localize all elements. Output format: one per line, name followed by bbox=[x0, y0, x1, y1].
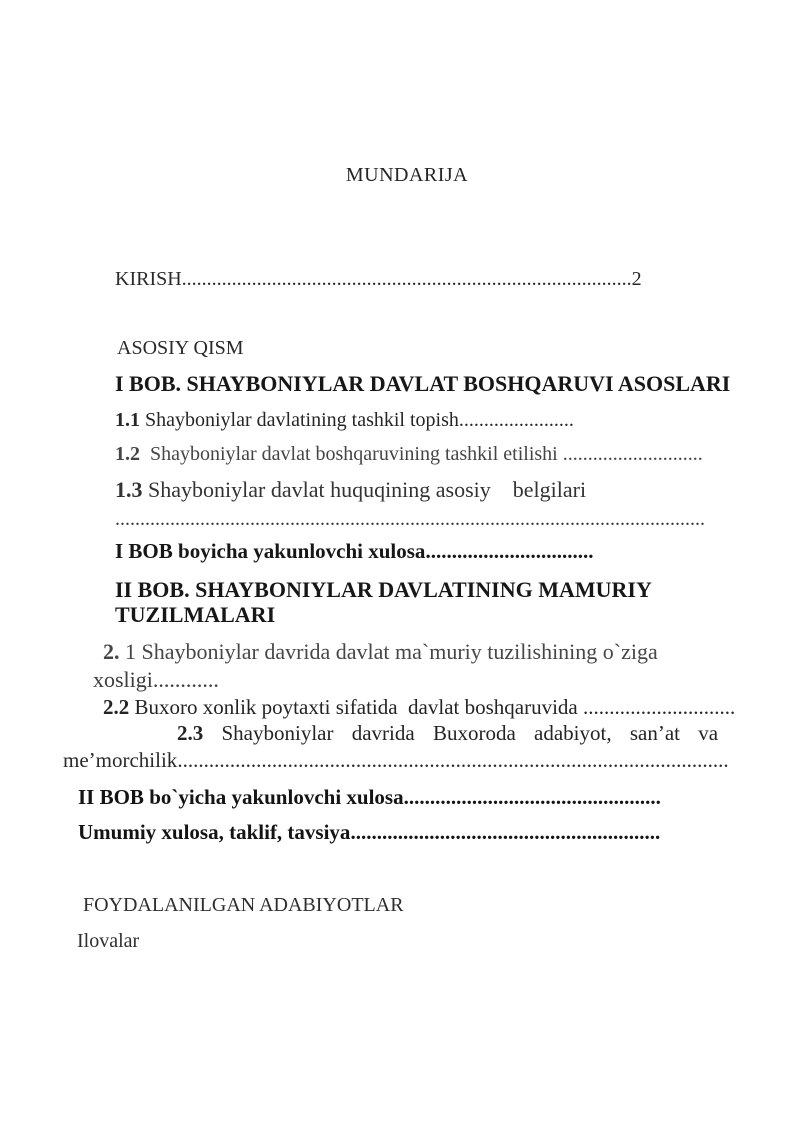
entry-text: 1 Shayboniylar davrida davlat ma`muriy tuzilishining o`ziga bbox=[119, 639, 658, 665]
entry-number: 2.3 bbox=[177, 721, 204, 746]
entry-text: Umumiy xulosa, taklif, tavsiya bbox=[78, 820, 351, 845]
chapter2-heading bbox=[115, 577, 800, 628]
toc-title: MUNDARIJA bbox=[345, 164, 469, 186]
chapter2-summary-entry bbox=[78, 785, 800, 809]
toc-entry-1-3 bbox=[115, 477, 800, 502]
entry-number: 2. bbox=[103, 639, 120, 665]
entry-text: xosligi bbox=[93, 666, 153, 692]
attachments-label: Ilovalar bbox=[77, 929, 140, 952]
entry-text: II BOB bo`yicha yakunlovchi xulosa bbox=[78, 785, 404, 810]
page-number: 2 bbox=[631, 268, 642, 290]
entry-text: Buxoro xonlik poytaxti sifatida davlat boshqaruvida bbox=[129, 694, 584, 719]
section-label-asosiy-qism: ASOSIY QISM bbox=[117, 337, 244, 359]
entry-text: Shayboniylar davrida Buxoroda adabiyot, san’at va bbox=[203, 721, 719, 746]
toc-entry-2-3-wrap bbox=[63, 748, 800, 772]
entry-text: I BOB boyicha yakunlovchi xulosa bbox=[115, 538, 426, 563]
dot-leader: ................................ bbox=[425, 538, 594, 563]
entry-text: Shayboniylar davlat huquqining asosiy belgilari bbox=[142, 477, 587, 503]
entry-number: 1.1 bbox=[115, 409, 140, 432]
toc-entry-1-2 bbox=[115, 443, 800, 466]
dot-leader: ......................................................................................................... bbox=[177, 748, 729, 773]
toc-entry-2-2 bbox=[103, 695, 800, 719]
toc-entry-2-1 bbox=[103, 639, 800, 664]
toc-entry-umumiy-xulosa bbox=[78, 820, 800, 844]
references-label: FOYDALANILGAN ADABIYOTLAR bbox=[83, 893, 404, 916]
dot-leader: ............ bbox=[152, 666, 219, 692]
entry-label: KIRISH bbox=[115, 268, 182, 290]
chapter2-heading-line1: II BOB. SHAYBONIYLAR DAVLATINING MAMURIY bbox=[115, 576, 652, 602]
dot-leader: ............................ bbox=[562, 443, 703, 466]
entry-text: Shayboniylar davlat boshqaruvining tashkil etilishi bbox=[140, 443, 563, 466]
chapter1-heading: I BOB. SHAYBONIYLAR DAVLAT BOSHQARUVI ASOSLARI bbox=[115, 371, 731, 396]
dot-leader-line: ...................................................................................................................... bbox=[115, 507, 705, 530]
toc-entry-2-1-wrap bbox=[93, 667, 800, 692]
entry-text: Shayboniylar davlatining tashkil topish bbox=[140, 409, 459, 432]
dot-leader: ....................... bbox=[458, 409, 574, 432]
entry-text: me’morchilik bbox=[63, 748, 178, 773]
entry-number: 1.2 bbox=[115, 443, 140, 466]
dot-leader: ............................. bbox=[583, 694, 736, 719]
toc-entry-1-1 bbox=[115, 409, 800, 432]
toc-entry-kirish bbox=[115, 268, 800, 291]
dot-leader: .......................................................................................... bbox=[181, 268, 632, 290]
chapter2-heading-line2: TUZILMALARI bbox=[115, 602, 276, 628]
chapter1-summary-entry bbox=[115, 539, 800, 563]
entry-number: 2.2 bbox=[103, 694, 130, 719]
dot-leader: ................................................. bbox=[403, 785, 661, 810]
dot-leader: ........................................................... bbox=[350, 820, 661, 845]
toc-entry-2-3 bbox=[177, 721, 800, 745]
entry-number: 1.3 bbox=[115, 477, 143, 503]
